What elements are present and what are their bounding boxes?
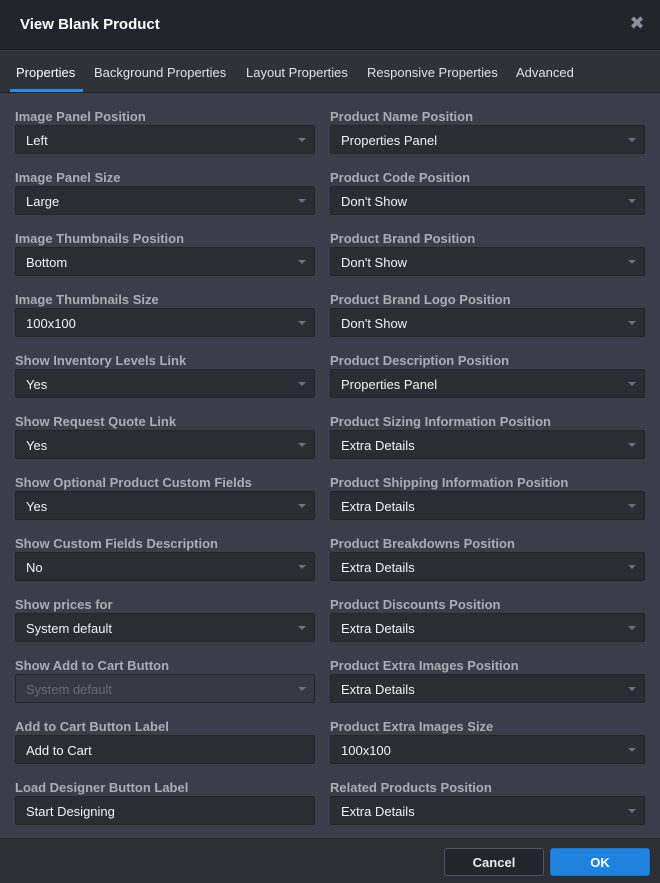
chevron-down-icon [298,260,306,264]
chevron-down-icon [628,321,636,325]
select-field[interactable] [330,369,645,398]
tab-properties[interactable]: Properties [16,65,76,80]
chevron-down-icon [628,138,636,142]
field-label: Image Thumbnails Size [15,292,159,307]
chevron-down-icon [298,199,306,203]
field-value: System default [26,682,112,697]
select-field[interactable] [330,491,645,520]
select-field[interactable] [330,186,645,215]
field-value: Extra Details [341,621,415,636]
dialog-titlebar [0,0,660,50]
field-value: System default [26,621,112,636]
chevron-down-icon [298,626,306,630]
field-value: 100x100 [341,743,391,758]
chevron-down-icon [298,443,306,447]
field-value: Extra Details [341,804,415,819]
chevron-down-icon [298,382,306,386]
select-field[interactable] [15,613,315,642]
chevron-down-icon [628,626,636,630]
field-label: Add to Cart Button Label [15,719,169,734]
chevron-down-icon [628,199,636,203]
field-label: Show Add to Cart Button [15,658,170,673]
select-field[interactable] [330,796,645,825]
select-field[interactable] [330,735,645,764]
select-field[interactable] [330,247,645,276]
text-input[interactable] [15,735,315,764]
select-field[interactable] [330,308,645,337]
select-field-disabled [15,674,315,703]
field-value: Properties Panel [341,377,438,392]
chevron-down-icon [628,809,636,813]
field-label: Product Brand Position [330,231,476,246]
field-label: Product Extra Images Position [330,658,519,673]
field-label: Product Code Position [330,170,471,185]
active-tab-indicator [10,89,83,92]
chevron-down-icon [628,687,636,691]
field-label: Image Thumbnails Position [15,231,185,246]
chevron-down-icon [298,687,306,691]
select-field[interactable] [330,613,645,642]
field-label: Product Sizing Information Position [330,414,551,429]
chevron-down-icon [298,565,306,569]
field-value: Start Designing [26,804,115,819]
field-value: Properties Panel [341,133,438,148]
select-field[interactable] [330,430,645,459]
field-value: Left [26,133,48,148]
field-value: Extra Details [341,682,415,697]
field-value: Don't Show [341,255,408,270]
chevron-down-icon [298,321,306,325]
select-field[interactable] [15,491,315,520]
chevron-down-icon [298,138,306,142]
select-field[interactable] [330,674,645,703]
ok-button[interactable]: OK [550,848,650,876]
field-label: Related Products Position [330,780,492,795]
text-input[interactable] [15,796,315,825]
field-label: Load Designer Button Label [15,780,189,795]
field-label: Product Brand Logo Position [330,292,511,307]
field-value: Yes [26,377,48,392]
properties-form [0,93,660,838]
field-value: Add to Cart [26,743,92,758]
tab-bar [0,51,660,93]
field-value: 100x100 [26,316,76,331]
tab-responsive-properties[interactable]: Responsive Properties [367,65,498,80]
select-field[interactable] [330,125,645,154]
chevron-down-icon [628,565,636,569]
field-label: Product Extra Images Size [330,719,494,734]
field-label: Product Shipping Information Position [330,475,569,490]
close-icon[interactable]: ✖ [629,13,645,33]
select-field[interactable] [330,552,645,581]
dialog-footer [0,838,660,883]
field-label: Product Discounts Position [330,597,501,612]
select-field[interactable] [15,308,315,337]
field-label: Show Request Quote Link [15,414,177,429]
field-value: Don't Show [341,194,408,209]
field-label: Product Breakdowns Position [330,536,515,551]
field-label: Show prices for [15,597,113,612]
chevron-down-icon [628,748,636,752]
field-value: No [26,560,43,575]
cancel-button[interactable]: Cancel [444,848,544,876]
dialog-title: View Blank Product [20,16,160,33]
chevron-down-icon [298,504,306,508]
select-field[interactable] [15,247,315,276]
field-value: Extra Details [341,438,415,453]
field-value: Extra Details [341,499,415,514]
field-value: Don't Show [341,316,408,331]
chevron-down-icon [628,382,636,386]
field-label: Image Panel Position [15,109,146,124]
field-value: Yes [26,499,48,514]
select-field[interactable] [15,552,315,581]
select-field[interactable] [15,125,315,154]
chevron-down-icon [628,443,636,447]
field-value: Yes [26,438,48,453]
field-label: Show Optional Product Custom Fields [15,475,252,490]
field-label: Show Custom Fields Description [15,536,218,551]
chevron-down-icon [628,260,636,264]
field-value: Bottom [26,255,68,270]
select-field[interactable] [15,430,315,459]
chevron-down-icon [628,504,636,508]
field-value: Large [26,194,60,209]
tab-background-properties[interactable]: Background Properties [94,65,227,80]
tab-advanced[interactable]: Advanced [516,65,574,80]
field-label: Image Panel Size [15,170,121,185]
field-label: Product Name Position [330,109,474,124]
select-field[interactable] [15,369,315,398]
tab-layout-properties[interactable]: Layout Properties [246,65,348,80]
select-field[interactable] [15,186,315,215]
field-label: Show Inventory Levels Link [15,353,187,368]
field-value: Extra Details [341,560,415,575]
field-label: Product Description Position [330,353,510,368]
